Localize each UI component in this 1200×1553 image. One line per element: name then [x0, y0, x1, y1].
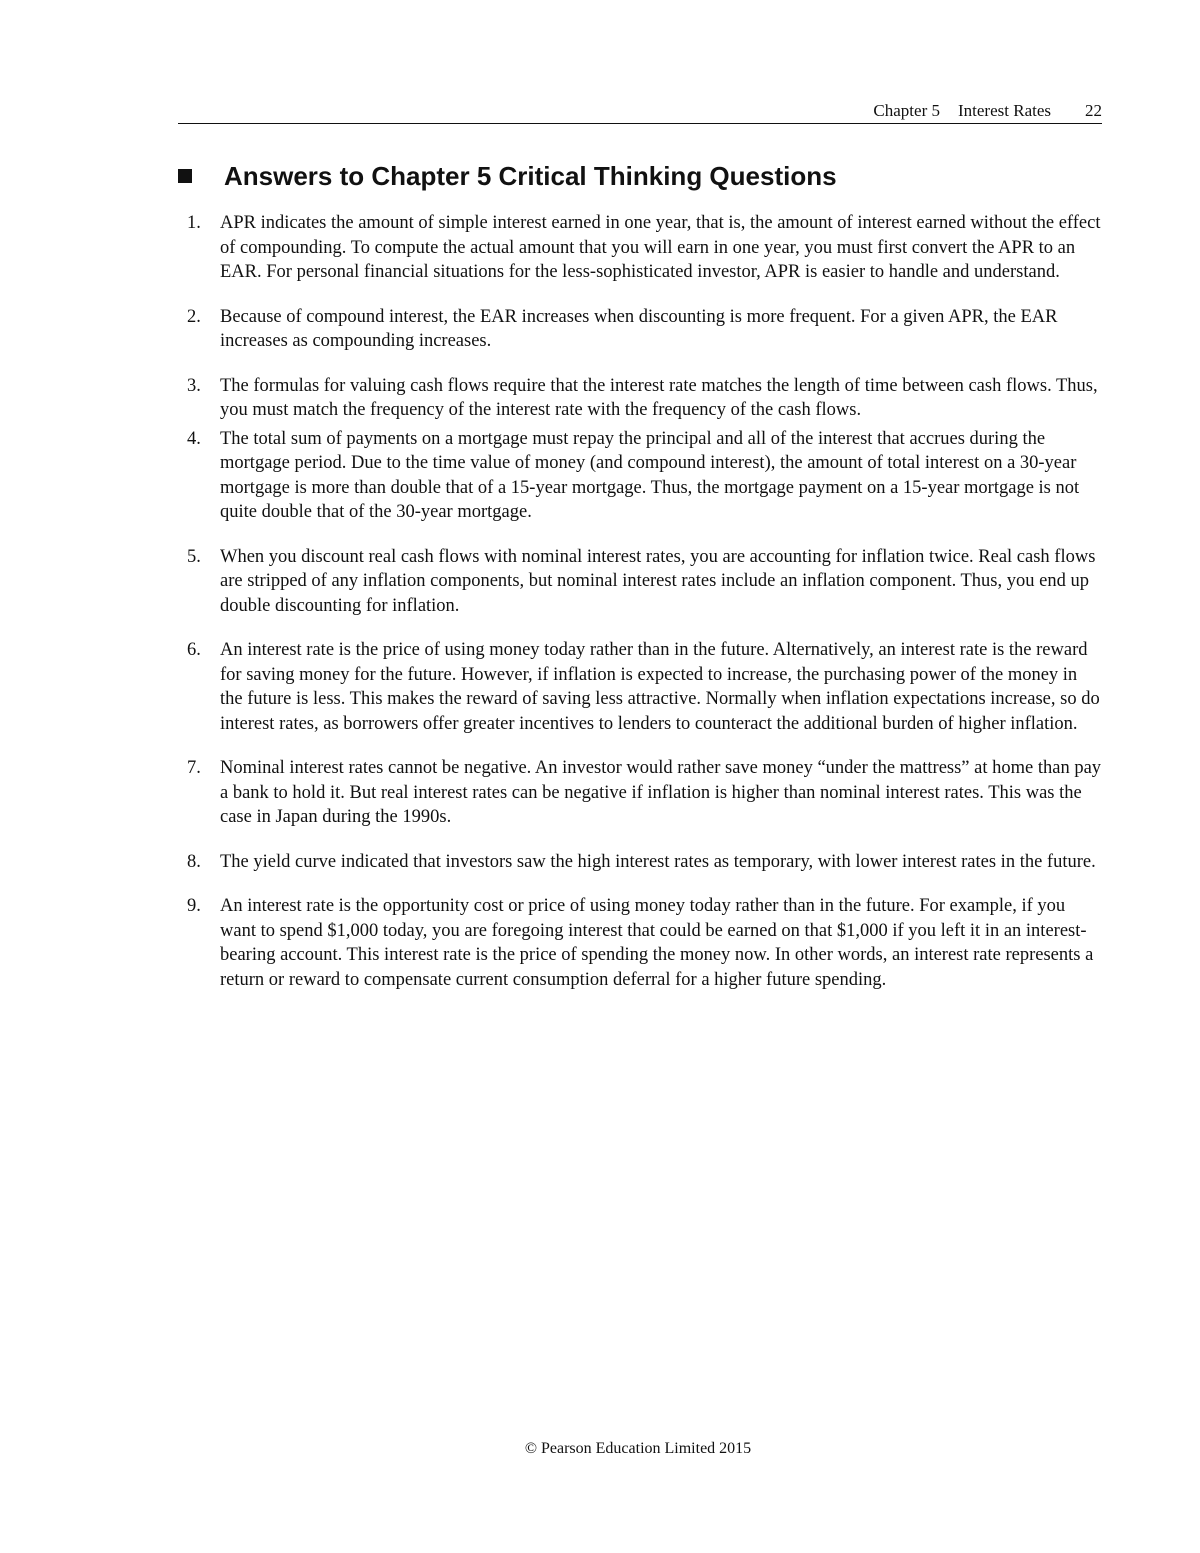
answer-text: An interest rate is the price of using money today rather than in the future. Alternatively, an interest rate is the reward for saving money for the future. However, if inflation is expected to increase, the purchasing power of the money in the future is less. This makes the reward of saving less attractive. Normally when inflation expectations increase, so do interest rates, as borrowers offer greater incentives to lenders to counteract the additional burden of higher inflation. — [220, 640, 1100, 734]
header-chapter: Chapter 5 — [873, 101, 940, 120]
answer-item-7 — [178, 756, 1102, 830]
answer-number: 8. — [187, 851, 201, 872]
answers-list — [178, 211, 1102, 1012]
page-number: 22 — [1085, 101, 1102, 120]
section-heading — [178, 158, 1102, 194]
answer-item-6 — [178, 638, 1102, 736]
answer-number: 5. — [187, 546, 201, 567]
answer-item-8 — [178, 850, 1102, 875]
answer-number: 1. — [187, 213, 201, 233]
answer-item-4 — [178, 427, 1102, 525]
answer-text: APR indicates the amount of simple interest earned in one year, that is, the amount of interest earned without the effect of compounding. To compute the actual amount that you will earn in one year, you must first convert the APR to an EAR. For personal financial situations for the less-sophisticated investor, APR is easier to handle and understand. — [220, 213, 1101, 282]
running-header-right — [873, 99, 1102, 123]
answer-item-5 — [178, 545, 1102, 619]
header-section-title: Interest Rates — [958, 101, 1051, 120]
section-heading-text: Answers to Chapter 5 Critical Thinking Questions — [224, 161, 837, 191]
answer-text: The total sum of payments on a mortgage must repay the principal and all of the interest that accrues during the mortgage period. Due to the time value of money (and compound interest), the amount of total interest on a 30-year mortgage is more than double that of a 15-year mortgage. Thus, the mortgage payment on a 15-year mortgage is not quite double that of the 30-year mortgage. — [220, 428, 1080, 522]
answer-number: 6. — [187, 640, 201, 660]
answer-text: The yield curve indicated that investors saw the high interest rates as temporary, with lower interest rates in the future. — [220, 851, 1096, 872]
answer-text: An interest rate is the opportunity cost or price of using money today rather than in the future. For example, if you want to spend $1,000 today, you are foregoing interest that could be earned on that $1,000 if you left it in an interest-bearing account. This interest rate is the price of spending the money now. In other words, an interest rate represents a return or reward to compensate current consumption deferral for a higher future spending. — [220, 896, 1094, 990]
answer-item-9 — [178, 894, 1102, 992]
answer-number: 2. — [187, 306, 201, 327]
answer-item-3 — [178, 374, 1102, 423]
square-bullet-icon — [178, 169, 192, 183]
answer-text: When you discount real cash flows with nominal interest rates, you are accounting for inflation twice. Real cash flows are stripped of any inflation components, but nominal interest rates include an inflation component. Thus, you end up double discounting for inflation. — [220, 546, 1096, 616]
answer-text: The formulas for valuing cash flows require that the interest rate matches the length of time between cash flows. Thus, you must match the frequency of the interest rate with the frequency of the cash flows. — [220, 375, 1098, 420]
answer-item-2 — [178, 305, 1102, 354]
copyright-footer: © Pearson Education Limited 2015 — [524, 1440, 752, 1457]
answer-number: 3. — [187, 375, 201, 396]
answer-number: 4. — [187, 428, 201, 449]
answer-number: 7. — [187, 758, 201, 778]
answer-text: Nominal interest rates cannot be negative. An investor would rather save money “under the mattress” at home than pay a bank to hold it. But real interest rates can be negative if inflation is higher than nominal interest rates. This was the case in Japan during the 1990s. — [220, 758, 1102, 827]
header-rule — [178, 123, 1102, 124]
answer-text: Because of compound interest, the EAR increases when discounting is more frequent. For a given APR, the EAR increases as compounding increases. — [220, 306, 1058, 351]
answer-item-1 — [178, 211, 1102, 285]
answer-number: 9. — [187, 896, 201, 916]
running-header — [178, 99, 1102, 123]
